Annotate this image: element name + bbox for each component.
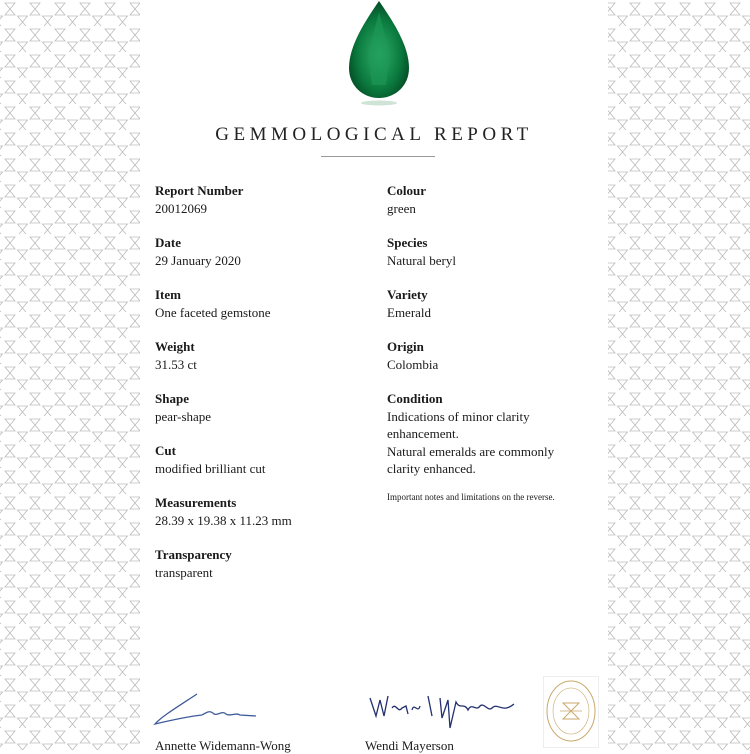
field-value-line: Indications of minor clarity [387, 408, 530, 424]
field-value: 28.39 x 19.38 x 11.23 mm [155, 512, 292, 528]
field-label: Weight [155, 339, 195, 354]
field-value: pear-shape [155, 408, 212, 424]
field-shape [155, 390, 211, 425]
signature-annette [152, 690, 262, 730]
field-label: Origin [387, 339, 424, 354]
field-label: Transparency [155, 547, 232, 562]
field-value: Natural beryl [387, 252, 456, 268]
field-label: Species [387, 235, 428, 250]
field-value: green [387, 200, 416, 216]
field-variety [387, 286, 431, 321]
field-colour [387, 182, 426, 217]
signature-wendi [368, 688, 518, 738]
field-date [155, 234, 241, 269]
reverse-note: Important notes and limitations on the reverse. [387, 492, 555, 502]
signatory-name: Wendi Mayerson [365, 738, 454, 753]
field-origin [387, 338, 438, 373]
field-label: Measurements [155, 495, 237, 510]
field-label: Item [155, 287, 181, 302]
field-label: Date [155, 235, 181, 250]
field-value: 20012069 [155, 200, 207, 216]
report-title: GEMMOLOGICAL REPORT [215, 124, 533, 145]
title-divider [321, 156, 435, 157]
report-document [140, 0, 608, 750]
field-value: 31.53 ct [155, 356, 197, 372]
field-condition [387, 390, 554, 478]
field-measurements [155, 494, 292, 529]
field-report-number [155, 182, 243, 217]
field-value-line: Natural emeralds are commonly [387, 443, 555, 459]
field-label: Cut [155, 443, 176, 458]
field-value: modified brilliant cut [155, 460, 266, 476]
field-cut [155, 442, 265, 477]
field-label: Variety [387, 287, 428, 302]
field-value: One faceted gemstone [155, 304, 271, 320]
gubelin-gem-lab-seal [543, 676, 599, 748]
field-label: Colour [387, 183, 426, 198]
field-value: 29 January 2020 [155, 252, 241, 268]
field-label: Condition [387, 391, 443, 406]
field-value: transparent [155, 564, 213, 580]
field-value-line: clarity enhanced. [387, 461, 476, 476]
field-species [387, 234, 456, 269]
field-item [155, 286, 271, 321]
field-value: Colombia [387, 356, 439, 372]
field-weight [155, 338, 197, 373]
signatory-name: Annette Widemann-Wong [155, 738, 291, 753]
field-label: Shape [155, 391, 189, 406]
field-value: Emerald [387, 304, 432, 320]
emerald-gem-image [346, 0, 412, 106]
field-label: Report Number [155, 183, 244, 198]
field-value-line: enhancement. [387, 426, 459, 441]
field-transparency [155, 546, 232, 581]
